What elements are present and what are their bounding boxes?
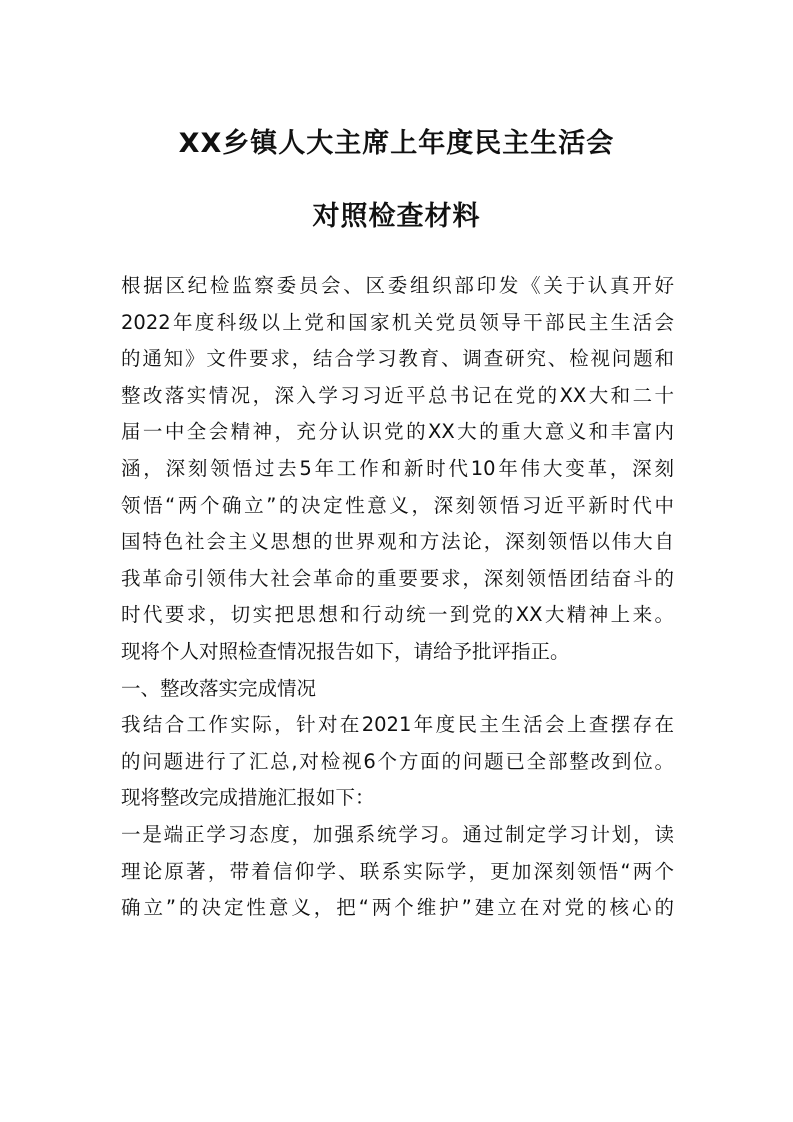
document-title-line-2: 对照检查材料	[312, 201, 481, 232]
document-title-line-1: XX乡镇人大主席上年度民主生活会	[178, 128, 615, 159]
body-line: 一是端正学习态度，加强系统学习。通过制定学习计划，读	[121, 822, 674, 846]
body-line: 现将整改完成措施汇报如下：	[121, 786, 375, 810]
body-line: 届一中全会精神，充分认识党的XX大的重大意义和丰富内	[121, 420, 674, 444]
body-line: 整改落实情况，深入学习习近平总书记在党的XX大和二十	[121, 383, 674, 407]
body-line: 的问题进行了汇总,对检视6个方面的问题已全部整改到位。	[121, 749, 674, 773]
body-line: 现将个人对照检查情况报告如下，请给予批评指正。	[121, 639, 570, 663]
body-line: 2022年度科级以上党和国家机关党员领导干部民主生活会	[121, 310, 674, 334]
body-line: 领悟“两个确立”的决定性意义，深刻领悟习近平新时代中	[121, 493, 674, 517]
body-line: 确立”的决定性意义，把“两个维护”建立在对党的核心的	[121, 896, 674, 920]
body-line: 理论原著，带着信仰学、联系实际学，更加深刻领悟“两个	[121, 859, 674, 883]
document-body	[121, 268, 674, 927]
body-line: 我革命引领伟大社会革命的重要要求，深刻领悟团结奋斗的	[121, 566, 674, 590]
body-line: 国特色社会主义思想的世界观和方法论，深刻领悟以伟大自	[121, 530, 674, 554]
body-line: 时代要求，切实把思想和行动统一到党的XX大精神上来。	[121, 603, 674, 627]
body-line: 我结合工作实际，针对在2021年度民主生活会上查摆存在	[121, 713, 674, 737]
body-line: 涵，深刻领悟过去5年工作和新时代10年伟大变革，深刻	[121, 456, 674, 480]
section-heading: 一、整改落实完成情况	[121, 676, 317, 700]
body-line: 的通知》文件要求，结合学习教育、调查研究、检视问题和	[121, 347, 674, 371]
body-line: 根据区纪检监察委员会、区委组织部印发《关于认真开好	[121, 274, 674, 297]
